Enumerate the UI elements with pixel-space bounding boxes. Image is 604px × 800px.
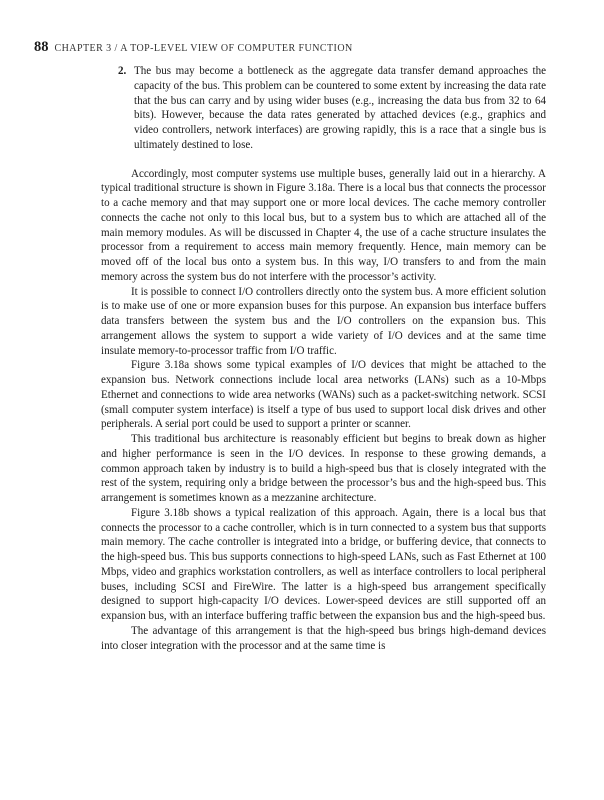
paragraph: Figure 3.18b shows a typical realization of this approach. Again, there is a local bus that connects the processor to a cache controller, which is in turn connected to a system bus that supports main memory. The cache controller is integrated into a bridge, or buffering device, that connects to the high-speed bus. This bus supports connections to high-speed LANs, such as Fast Ethernet at 100 Mbps, video and graphics workstation controllers, as well as interface controllers to local peripheral buses, including SCSI and FireWire. The latter is a high-speed bus arrangement specifically designed to support high-capacity I/O devices. Lower-speed devices are still supported off an expansion bus, with an interface buffering traffic between the expansion bus and the high-speed bus.: [101, 506, 546, 622]
list-item-text: The bus may become a bottleneck as the aggregate data transfer demand approaches the capacity of the bus. This problem can be countered to some extent by increasing the data rate that the bus can carry and by using wider buses (e.g., increasing the data bus from 32 to 64 bits). However, because the data rates generated by attached devices (e.g., graphics and video controllers, network interfaces) are growing rapidly, this is a race that a single bus is ultimately destined to lose.: [134, 65, 546, 151]
chapter-title: CHAPTER 3 / A TOP-LEVEL VIEW OF COMPUTER FUNCTION: [54, 43, 353, 54]
list-number: 2.: [118, 65, 127, 77]
paragraph: The advantage of this arrangement is that the high-speed bus brings high-demand devices into closer integration with the processor and at the same time is: [101, 624, 546, 652]
list-item: [101, 64, 546, 153]
body-text: [101, 64, 546, 653]
paragraph: Accordingly, most computer systems use multiple buses, generally laid out in a hierarchy. A typical traditional structure is shown in Figure 3.18a. There is a local bus that connects the processor to a cache memory and that may support one or more local devices. The cache memory controller connects the cache not only to this local bus, but to a system bus to which are attached all of the main memory modules. As will be discussed in Chapter 4, the use of a cache structure insulates the processor from a requirement to access main memory frequently. Hence, main memory can be moved off of the local bus onto a system bus. In this way, I/O transfers to and from the main memory across the system bus do not interfere with the processor’s activity.: [101, 167, 546, 283]
paragraph: Figure 3.18a shows some typical examples of I/O devices that might be attached to the expansion bus. Network connections include local area networks (LANs) such as a 10-Mbps Ethernet and connections to wide area networks (WANs) such as a packet-switching network. SCSI (small computer system interface) is itself a type of bus used to support local disk drives and other peripherals. A serial port could be used to support a printer or scanner.: [101, 359, 546, 431]
page-number: 88: [34, 39, 49, 55]
paragraph: This traditional bus architecture is reasonably efficient but begins to break down as higher and higher performance is seen in the I/O devices. In response to these growing demands, a common approach taken by industry is to build a high-speed bus that is closely integrated with the rest of the system, requiring only a bridge between the processor’s bus and the high-speed bus. This arrangement is sometimes known as a mezzanine architecture.: [101, 433, 546, 504]
paragraph: It is possible to connect I/O controllers directly onto the system bus. A more efficient solution is to make use of one or more expansion buses for this purpose. An expansion bus interface buffers data transfers between the system bus and the I/O controllers on the expansion bus. This arrangement allows the system to support a wide variety of I/O devices and at the same time insulate memory-to-processor traffic from I/O traffic.: [101, 285, 546, 357]
running-head: [34, 38, 594, 56]
